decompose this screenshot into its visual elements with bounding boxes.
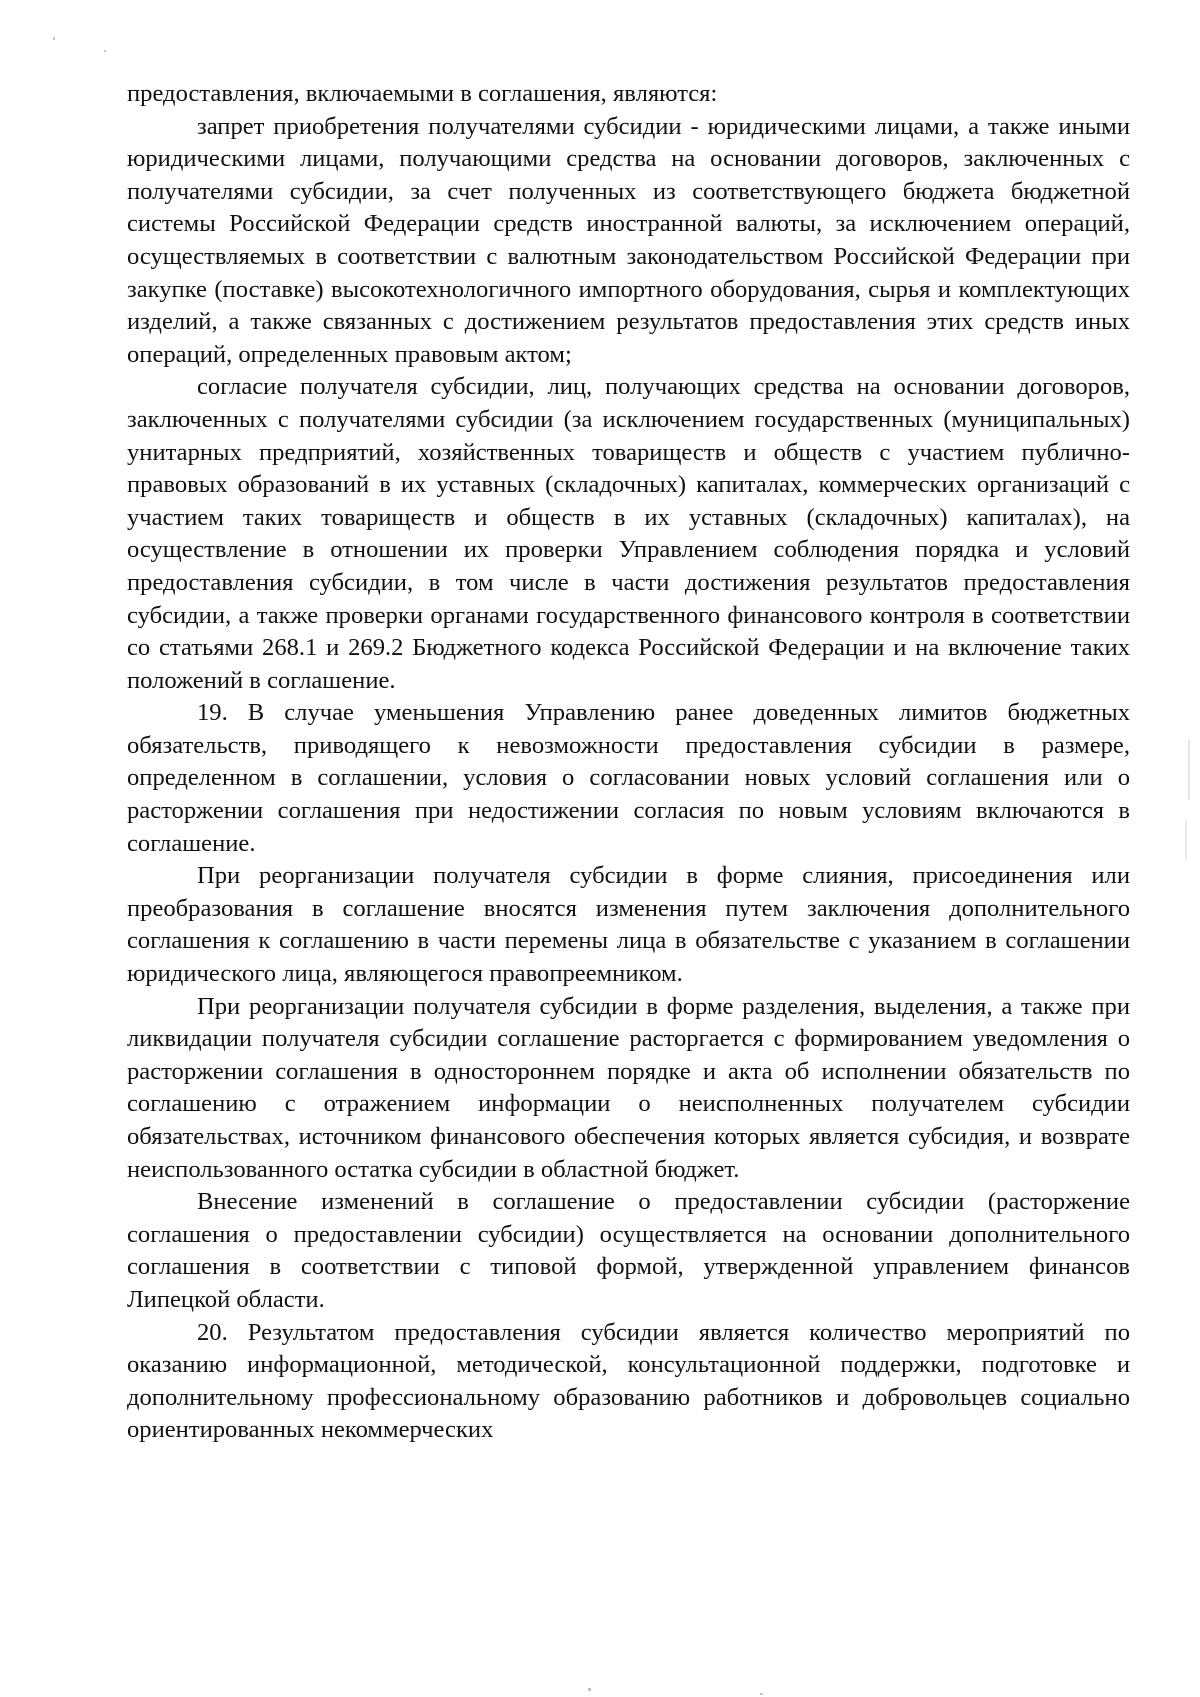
scan-edge-shadow bbox=[1188, 740, 1190, 800]
paragraph-reorganization-division: При реорганизации получателя субсидии в форме разделения, выделения, а также при ликвидации получателя субсидии соглашение расторгается с формированием уведомления о расторжении соглашения в одностороннем порядке и акта об исполнении обязательств по соглашению с отражением информации о неисполненных получателем субсидии обязательствах, источником финансового обеспечения которых является субсидия, и возврате неиспользованного остатка субсидии в областной бюджет. bbox=[127, 992, 1130, 1183]
paragraph-currency-ban: запрет приобретения получателями субсидии - юридическими лицами, а также иными юридическими лицами, получающими средства на основании договоров, заключенных с получателями субсидии, за счет полученных из соответствующего бюджета бюджетной системы Российской Федерации средств иностранной валюты, за исключением операций, осуществляемых в соответствии с валютным законодательством Российской Федерации при закупке (поставке) высокотехнологичного импортного оборудования, сырья и комплектующих изделий, а также связанных с достижением результатов предоставления этих средств иных операций, определенных правовым актом; bbox=[127, 112, 1130, 368]
scan-speck bbox=[588, 1688, 591, 1691]
paragraph-amendments: Внесение изменений в соглашение о предоставлении субсидии (расторжение соглашения о предоставлении субсидии) осуществляется на основании дополнительного соглашения в соответствии с типовой формой, утвержденной управлением финансов Липецкой области. bbox=[127, 1188, 1130, 1313]
scan-speck bbox=[760, 1693, 763, 1695]
document-body bbox=[127, 78, 1130, 1447]
scan-edge-shadow bbox=[1185, 820, 1187, 860]
paragraph-clause-19: 19. В случае уменьшения Управлению ранее доведенных лимитов бюджетных обязательств, приводящего к невозможности предоставления субсидии в размере, определенном в соглашении, условия о согласовании новых условий соглашения или о расторжении соглашения при недостижении согласия по новым условиям включаются в соглашение. bbox=[127, 699, 1130, 857]
scan-speck bbox=[53, 37, 55, 40]
paragraph-inspection-consent: согласие получателя субсидии, лиц, получающих средства на основании договоров, заключенных с получателями субсидии (за исключением государственных (муниципальных) унитарных предприятий, хозяйственных товариществ и обществ с участием публично-правовых образований в их уставных (складочных) капиталах, коммерческих организаций с участием таких товариществ и обществ в их уставных (складочных) капиталах), на осуществление в отношении их проверки Управлением соблюдения порядка и условий предоставления субсидии, в том числе в части достижения результатов предоставления субсидии, а также проверки органами государственного финансового контроля в соответствии со статьями 268.1 и 269.2 Бюджетного кодекса Российской Федерации и на включение таких положений в соглашение. bbox=[127, 373, 1130, 694]
paragraph-reorganization-merger: При реорганизации получателя субсидии в форме слияния, присоединения или преобразования в соглашение вносятся изменения путем заключения дополнительного соглашения к соглашению в части перемены лица в обязательстве с указанием в соглашении юридического лица, являющегося правопреемником. bbox=[127, 862, 1130, 988]
paragraph-continuation: предоставления, включаемыми в соглашения, являются: bbox=[127, 80, 718, 107]
paragraph-clause-20: 20. Результатом предоставления субсидии является количество мероприятий по оказанию информационной, методической, консультационной поддержки, подготовке и дополнительному профессиональному образованию работников и добровольцев социально ориентированных некоммерческих bbox=[127, 1318, 1130, 1444]
scan-speck bbox=[104, 50, 106, 52]
